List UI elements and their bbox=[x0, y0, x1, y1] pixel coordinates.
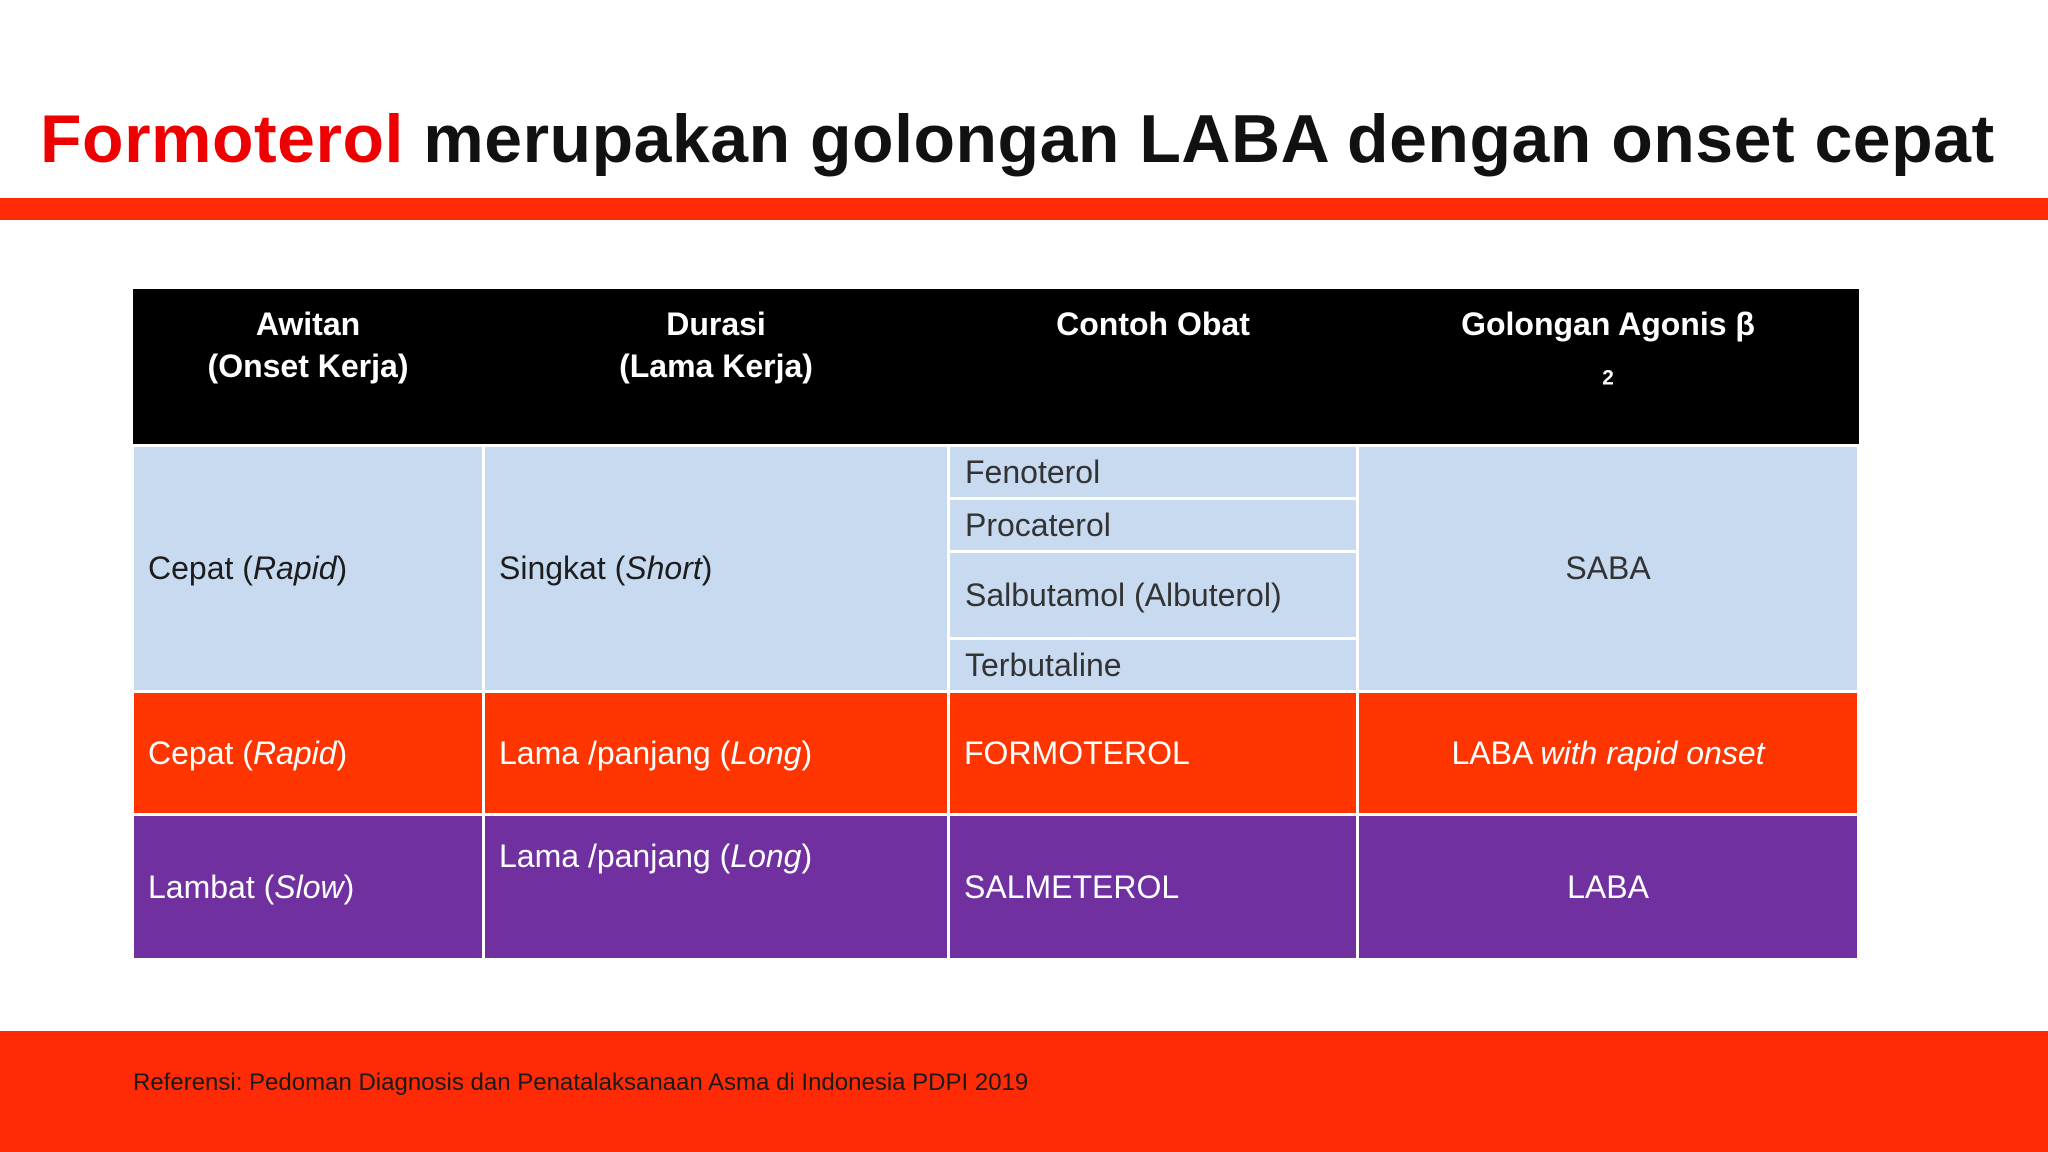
drug-salbutamol: Salbutamol (Albuterol) bbox=[949, 552, 1358, 639]
drug-formoterol: FORMOTEROL bbox=[949, 692, 1358, 815]
title-accent-bar bbox=[0, 198, 2048, 220]
drug-fenoterol: Fenoterol bbox=[949, 446, 1358, 499]
formoterol-class-cell: LABA with rapid onset bbox=[1358, 692, 1859, 815]
header-agonist-class: Golongan Agonis β $_2$ bbox=[1358, 289, 1859, 446]
saba-class-cell: SABA bbox=[1358, 446, 1859, 692]
drug-terbutaline: Terbutaline bbox=[949, 639, 1358, 692]
table-row-formoterol bbox=[133, 692, 1859, 815]
title-highlight: Formoterol bbox=[40, 101, 404, 177]
table-header-row bbox=[133, 289, 1859, 446]
reference-text: Referensi: Pedoman Diagnosis dan Penatalaksanaan Asma di Indonesia PDPI 2019 bbox=[133, 1069, 1029, 1096]
drug-salmeterol: SALMETEROL bbox=[949, 815, 1358, 960]
slide-title bbox=[40, 100, 1995, 178]
saba-onset-cell: Cepat (Rapid) bbox=[133, 446, 484, 692]
table-row-salmeterol bbox=[133, 815, 1859, 960]
table-row-saba-1 bbox=[133, 446, 1859, 499]
header-drug-example: Contoh Obat bbox=[949, 289, 1358, 446]
salmeterol-duration-cell: Lama /panjang (Long) bbox=[484, 815, 949, 960]
formoterol-onset-cell: Cepat (Rapid) bbox=[133, 692, 484, 815]
header-onset: Awitan (Onset Kerja) bbox=[133, 289, 484, 446]
salmeterol-class-cell: LABA bbox=[1358, 815, 1859, 960]
title-rest: merupakan golongan LABA dengan onset cepat bbox=[403, 101, 1995, 177]
drug-classification-table bbox=[131, 289, 1860, 961]
drug-procaterol: Procaterol bbox=[949, 499, 1358, 552]
salmeterol-onset-cell: Lambat (Slow) bbox=[133, 815, 484, 960]
saba-duration-cell: Singkat (Short) bbox=[484, 446, 949, 692]
formoterol-duration-cell: Lama /panjang (Long) bbox=[484, 692, 949, 815]
header-duration: Durasi (Lama Kerja) bbox=[484, 289, 949, 446]
